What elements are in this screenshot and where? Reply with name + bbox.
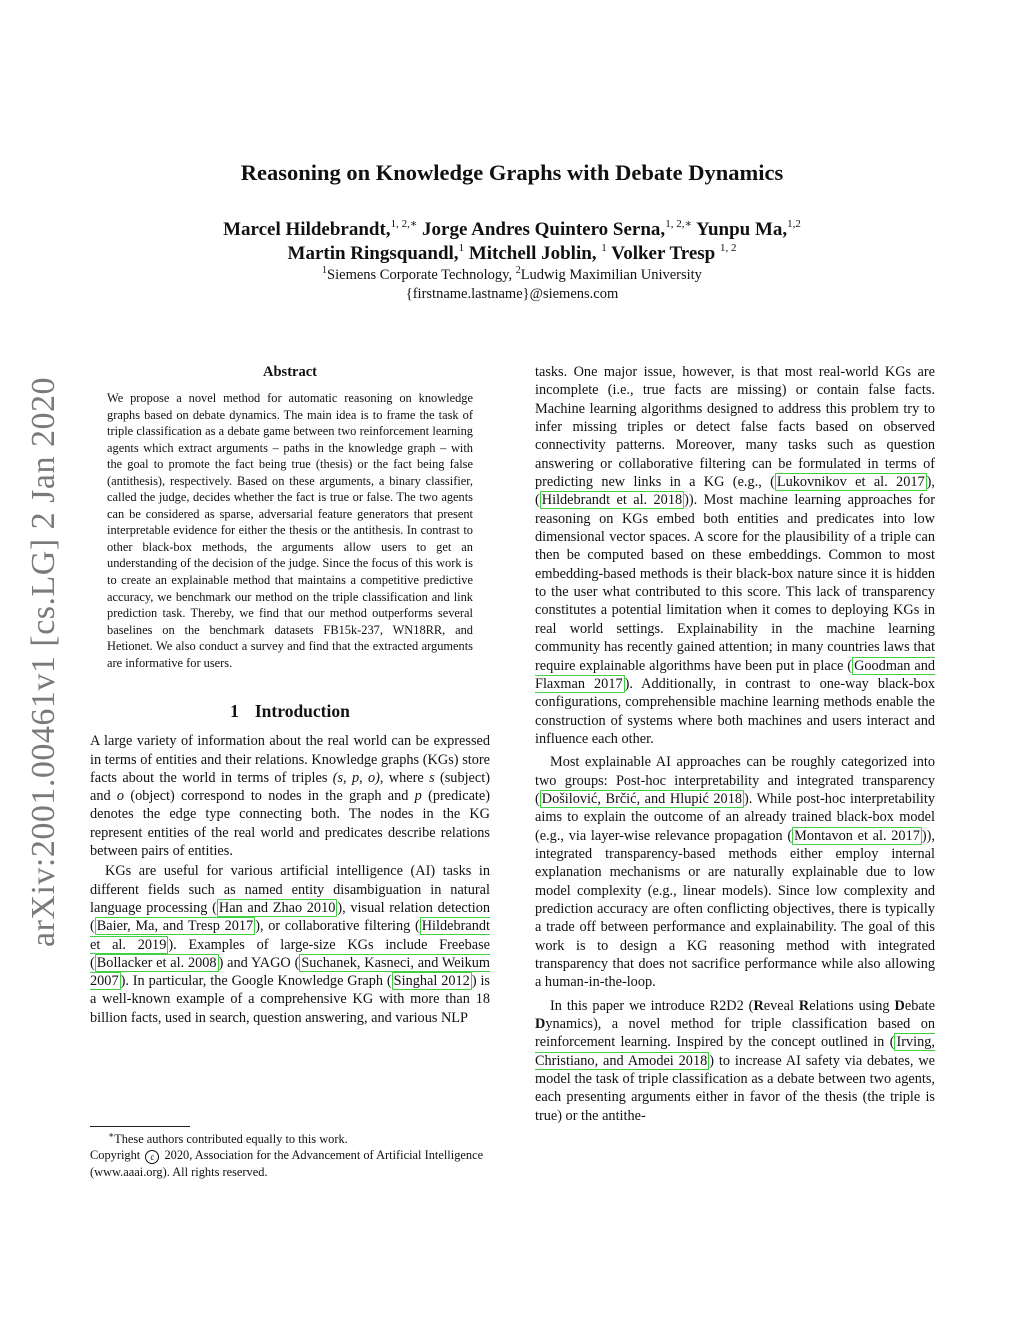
intro-paragraph-1 bbox=[90, 732, 490, 860]
intro-paragraph-4 bbox=[535, 997, 935, 1125]
text-run: ebate bbox=[904, 997, 936, 1014]
footnote-equal-contribution bbox=[90, 1131, 490, 1147]
left-column bbox=[90, 364, 490, 1027]
text-run: tasks. One major issue, however, is that most real-world KGs are incomplete (i.e., true facts are missing) or contain false facts. Machine learning algorithms designed to address this problem try to infer missing triples or detect false facts based on observed connectivity patterns. Moreover, many tasks such as question answering or collaborative filtering can be formulated in terms of predicting new links in a KG (e.g., ( bbox=[535, 364, 935, 491]
abstract-text: We propose a novel method for automatic reasoning on knowledge graphs based on debate dynamics. The main idea is to frame the task of triple classification as a debate game between two reinforcement learning agents which extract arguments – paths in the knowledge graph – with the goal to promote the fact being true (thesis) or the fact being false (antithesis), respectively. Based on these arguments, a binary classifier, called the judge, decides whether the fact is true or false. The two agents can be considered as sparse, adversarial feature generators that present interpretable evidence for either the thesis or the antithesis. In contrast to other black-box methods, the arguments allow users to get an understanding of the decision of the judge. Since the focus of this work is to create an explainable method that maintains a competitive predictive accuracy, we benchmark our method on the triple classification and link prediction task. Thereby, we find that our method outperforms several baselines on the benchmark datasets FB15k-237, WN18RR, and Hetionet. We also conduct a survey and find that the extracted arguments are informative for users. bbox=[107, 391, 473, 670]
text-run: ), or collaborative filtering ( bbox=[255, 918, 420, 935]
citation-link[interactable]: Hildebrandt et al. 2019 bbox=[90, 918, 490, 953]
citation-link[interactable]: Suchanek, Kasneci, and Weikum 2007 bbox=[90, 954, 490, 990]
author-affil-mark: 1, 2,∗ bbox=[390, 218, 418, 230]
author-name: Marcel Hildebrandt, bbox=[223, 219, 391, 240]
citation-link[interactable]: Singhal 2012 bbox=[393, 973, 470, 990]
text-run: eveal bbox=[763, 997, 799, 1014]
citation-link[interactable]: Došilović, Brčić, and Hlupić 2018 bbox=[541, 790, 742, 807]
text-run: (object) correspond to nodes in the graph and bbox=[124, 788, 415, 805]
author-affil-mark: 1,2 bbox=[787, 218, 801, 230]
intro-paragraph-2 bbox=[90, 862, 490, 1027]
author-email: {firstname.lastname}@siemens.com bbox=[405, 286, 619, 302]
intro-paragraph-2-continued bbox=[535, 363, 935, 748]
text-run: A large variety of information about the real world can be expressed in terms of entities and their relations. Knowledge graphs (KGs) store facts about the world in terms of triples bbox=[90, 733, 490, 786]
text-run: Most explainable AI approaches can be roughly categorized into two groups: Post-hoc interpretability and integrated transparency ( bbox=[535, 754, 935, 807]
author-name: Yunpu Ma, bbox=[695, 219, 788, 240]
footnote-rule bbox=[90, 1126, 190, 1127]
copyright-post: 2020, Association for the Advancement of Artificial Intelligence (www.aaai.org). All rights reserved. bbox=[90, 1148, 484, 1179]
paper-title: Reasoning on Knowledge Graphs with Debate Dynamics bbox=[240, 160, 784, 185]
right-column bbox=[535, 363, 935, 1125]
text-run: KGs are useful for various artificial intelligence (AI) tasks in different fields such as named entity disambiguation in natural language processing ( bbox=[90, 863, 490, 916]
text-run: ). While post-hoc interpretability aims to explain the outcome of an already trained black-box model (e.g., via layer-wise relevance propagation ( bbox=[535, 790, 935, 844]
copyright-notice bbox=[90, 1147, 490, 1180]
affil-mark-1: 1 bbox=[322, 265, 328, 276]
text-run: ) and YAGO ( bbox=[218, 954, 300, 971]
text-run: ), ( bbox=[535, 474, 935, 509]
arxiv-stamp-text: arXiv:2001.00461v1 [cs.LG] 2 Jan 2020 bbox=[25, 377, 62, 947]
text-run: (subject) and bbox=[90, 769, 490, 805]
acronym-letter: D bbox=[535, 1016, 546, 1033]
acronym-letter: R bbox=[753, 997, 764, 1014]
intro-paragraph-3 bbox=[535, 753, 935, 991]
footnote-text: These authors contributed equally to this work. bbox=[114, 1132, 348, 1146]
author-affil-mark: 1 bbox=[601, 242, 607, 254]
text-run: ). Examples of large-size KGs include Freebase ( bbox=[90, 936, 490, 971]
affiliation-line bbox=[0, 266, 1024, 285]
text-run: ), visual relation detection ( bbox=[90, 899, 490, 935]
section-heading-introduction bbox=[90, 701, 490, 722]
acronym-letter: D bbox=[894, 997, 905, 1014]
author-name: Mitchell Joblin, bbox=[468, 243, 597, 264]
text-run: )). Most machine learning approaches for reasoning on KGs embed both entities and predicates into low dimensional vector spaces. A score for the plausibility of a triple can then be computed based on these embeddings. Common to most embedding-based methods is their black-box nature since it is hidden to the user what contributed to this score. This lack of transparency constitutes a potential limitation when it comes to deploying KGs in real world settings. Explainability in the machine learning community has recently gained attention; in many countries laws that require explainable algorithms have been put in place ( bbox=[535, 492, 935, 674]
author-affil-mark: 1 bbox=[458, 242, 465, 254]
abstract-heading: Abstract bbox=[263, 364, 317, 380]
citation-link[interactable]: Irving, Christiano, and Amodei 2018 bbox=[535, 1034, 935, 1069]
text-run: In this paper we introduce R2D2 ( bbox=[550, 997, 754, 1014]
citation-link[interactable]: Baier, Ma, and Tresp 2017 bbox=[96, 918, 254, 935]
author-name: Volker Tresp bbox=[611, 243, 716, 264]
author-line-1 bbox=[0, 218, 1024, 242]
citation-link[interactable]: Hildebrandt et al. 2018 bbox=[541, 492, 683, 509]
affil-org-2: Ludwig Maximilian University bbox=[520, 267, 702, 283]
citation-link[interactable]: Goodman and Flaxman 2017 bbox=[535, 657, 935, 692]
text-run: elations using bbox=[809, 997, 895, 1014]
text-run: ). Additionally, in contrast to one-way black-box configurations, comprehensible machine learning methods enable the construction of systems where both machines and users interact and influence each other. bbox=[535, 675, 935, 747]
author-name: Martin Ringsquandl, bbox=[287, 243, 459, 264]
text-run: ) is a well-known example of a comprehensive KG with more than 18 billion facts, used in search, question answering, and various NLP bbox=[90, 973, 490, 1026]
math-object: o bbox=[116, 788, 125, 805]
footnote-mark: ∗ bbox=[108, 1130, 115, 1140]
math-triple: (s, p, o) bbox=[332, 769, 380, 786]
affiliations bbox=[0, 266, 1024, 304]
text-run: ). In particular, the Google Knowledge Graph ( bbox=[120, 973, 392, 990]
affil-org-1: Siemens Corporate Technology, bbox=[327, 267, 516, 283]
acronym-letter: R bbox=[798, 997, 810, 1014]
citation-link[interactable]: Bollacker et al. 2008 bbox=[96, 954, 217, 971]
citation-link[interactable]: Han and Zhao 2010 bbox=[218, 899, 336, 916]
author-list bbox=[0, 218, 1024, 266]
text-run: )), integrated transparency-based methods either employ internal explanation mechanisms or are naturally explainable due to low model complexity (e.g., linear models). Since low complexity and prediction accuracy are often conflicting objectives, there is typically a trade off between performance and explainability. The goal of this work is to design a KG reasoning method with integrated transparency that does not sacrifice performance while also allowing a human-in-the-loop. bbox=[535, 827, 935, 991]
text-run: , where bbox=[379, 769, 430, 786]
text-run: ynamics), a novel method for triple classification based on reinforcement learning. Inspired by the concept outlined in ( bbox=[535, 1016, 935, 1051]
affil-mark-2: 2 bbox=[515, 265, 521, 276]
section-number: 1 bbox=[230, 701, 239, 722]
author-name: Jorge Andres Quintero Serna, bbox=[422, 219, 666, 240]
author-line-2 bbox=[0, 242, 1024, 266]
author-affil-mark: 1, 2,∗ bbox=[665, 218, 692, 230]
citation-link[interactable]: Lukovnikov et al. 2017 bbox=[776, 474, 925, 491]
text-run: (predicate) denotes the edge type connecting both. The nodes in the KG represent entities of the real world and predicates describe relations between pairs of entities. bbox=[90, 788, 490, 860]
copyright-icon: c bbox=[145, 1150, 159, 1164]
math-predicate: p bbox=[414, 788, 422, 805]
math-subject: s bbox=[429, 769, 435, 786]
section-title: Introduction bbox=[254, 701, 350, 722]
footnotes bbox=[90, 1126, 490, 1180]
citation-link[interactable]: Montavon et al. 2017 bbox=[794, 827, 920, 844]
author-affil-mark: 1, 2 bbox=[719, 242, 737, 254]
copyright-pre: Copyright bbox=[90, 1148, 144, 1162]
text-run: ) to increase AI safety via debates, we model the task of triple classification as a debate between two agents, each presenting arguments either in favor of the thesis (the triple is true) or the antithe- bbox=[535, 1052, 936, 1124]
